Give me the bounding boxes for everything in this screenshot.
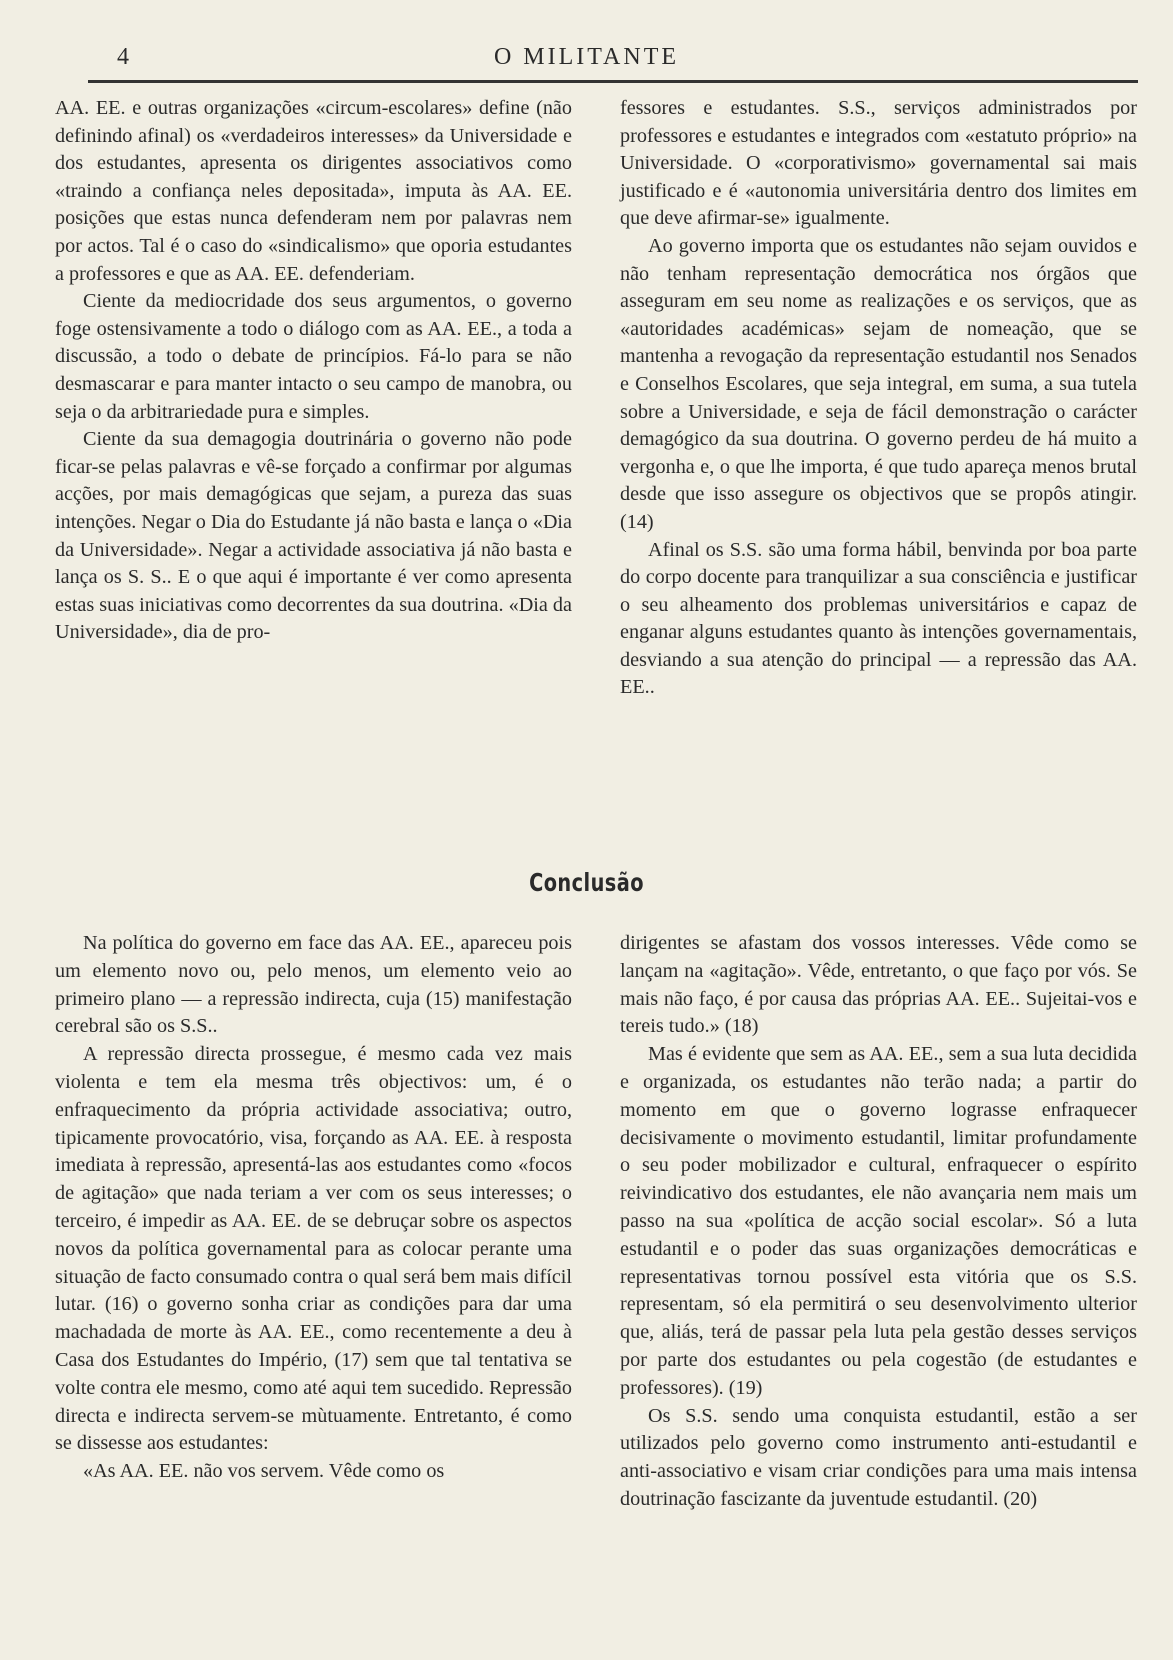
paragraph: Os S.S. sendo uma conquista estudantil, estão a ser utilizados pelo governo como instrumento anti-estudantil e anti-associativo e visam criar condições para uma mais intensa doutrinação fascizante da juventude estudantil. (20) bbox=[620, 1404, 1137, 1510]
paragraph: A repressão directa prossegue, é mesmo cada vez mais violenta e tem ela mesma três objectivos: um, é o enfraquecimento da própria actividade associativa; outro, tipicamente provocatório, visa, forçando as AA. EE. à resposta imediata à repressão, apresentá-las aos estudantes como «focos de agitação» que nada teriam a ver com os seus interesses; o terceiro, é impedir as AA. EE. de se debruçar sobre os aspectos novos da política governamental para as colocar perante uma situação de facto consumado contra o qual será bem mais difícil lutar. (16) o governo sonha criar as condições para dar uma machadada de morte às AA. EE., como recentemente a deu à Casa dos Estudantes do Império, (17) sem que tal tentativa se volte contra ele mesmo, como até aqui tem sucedido. Repressão directa e indirecta servem-se mùtuamente. Entretanto, é como se dissesse aos estudantes: bbox=[55, 1043, 572, 1455]
paragraph: Ao governo importa que os estudantes não sejam ouvidos e não tenham representação democrática nos órgãos que asseguram em seu nome as realizações e os serviços, que as «autoridades académicas» sejam de nomeação, que se mantenha a revogação da representação estudantil nos Senados e Conselhos Escolares, que seja integral, em suma, a sua tutela sobre a Universidade, e seja de fácil demonstração o carácter demagógico da sua doutrina. O governo perdeu de há muito a vergonha e, o que lhe importa, é que tudo apareça menos brutal desde que isso assegure os objectivos que se propôs atingir. (14) bbox=[620, 234, 1137, 533]
lower-left-column bbox=[55, 930, 572, 1486]
paragraph: «As AA. EE. não vos servem. Vêde como os bbox=[83, 1460, 445, 1483]
paragraph: Ciente da mediocridade dos seus argumentos, o governo foge ostensivamente a todo o diálogo com as AA. EE., a toda a discussão, a todo o debate de princípios. Fá-lo para se não desmascarar e para manter intacto o seu campo de manobra, ou seja o da arbitrariedade pura e simples. bbox=[55, 290, 572, 423]
paragraph: Ciente da sua demagogia doutrinária o governo não pode ficar-se pelas palavras e vê-se forçado a confirmar por algumas acções, por mais demagógicas que sejam, a pureza das suas intenções. Negar o Dia do Estudante já não basta e lança o «Dia da Universidade». Negar a actividade associativa já não basta e lança os S. S.. E o que aqui é importante é ver como apresenta estas suas iniciativas como decorrentes da sua doutrina. «Dia da Universidade», dia de pro- bbox=[55, 428, 572, 644]
paragraph: fessores e estudantes. S.S., serviços administrados por professores e estudantes e integrados com «estatuto próprio» na Universidade. O «corporativismo» governamental sai mais justificado e é «autonomia universitária dentro dos limites em que deve afirmar-se» igualmente. bbox=[620, 97, 1137, 230]
paragraph: Mas é evidente que sem as AA. EE., sem a sua luta decidida e organizada, os estudantes não terão nada; a partir do momento em que o governo lograsse enfraquecer decisivamente o movimento estudantil, limitar profundamente o seu poder mobilizador e cultural, enfraquecer o espírito reivindicativo dos estudantes, ele não avançaria nem mais um passo na sua «política de acção social escolar». Só a luta estudantil e o poder das suas organizações democráticas e representativas tornou possível esta vitória que os S.S. representam, só ela permitirá o seu desenvolvimento ulterior que, aliás, terá de passar pela luta pela gestão desses serviços por parte dos estudantes ou pela cogestão (de estudantes e professores). (19) bbox=[620, 1043, 1137, 1399]
page-header bbox=[0, 0, 1173, 92]
paragraph: dirigentes se afastam dos vossos interesses. Vêde como se lançam na «agitação». Vêde, entretanto, o que faço por vós. Se mais não faço, é por causa das próprias AA. EE.. Sujeitai-vos e tereis tudo.» (18) bbox=[620, 932, 1137, 1038]
running-title: O MILITANTE bbox=[493, 44, 680, 70]
header-rule bbox=[88, 80, 1138, 83]
lower-right-column bbox=[620, 930, 1137, 1514]
upper-right-column bbox=[620, 95, 1137, 702]
paragraph: Afinal os S.S. são uma forma hábil, benvinda por boa parte do corpo docente para tranquilizar a sua consciência e justificar o seu alheamento dos problemas universitários e capaz de enganar alguns estudantes quanto às intenções governamentais, desviando a sua atenção do principal — a repressão das AA. EE.. bbox=[620, 538, 1137, 699]
upper-left-column bbox=[55, 95, 572, 647]
section-heading: Conclusão bbox=[529, 868, 644, 897]
paragraph: Na política do governo em face das AA. EE., apareceu pois um elemento novo ou, pelo menos, um elemento veio ao primeiro plano — a repressão indirecta, cuja (15) manifestação cerebral são os S.S.. bbox=[55, 932, 572, 1038]
page-number: 4 bbox=[117, 44, 130, 70]
paragraph: AA. EE. e outras organizações «circum-escolares» define (não definindo afinal) os «verdadeiros interesses» da Universidade e dos estudantes, apresenta os dirigentes associativos como «traindo a confiança neles depositada», imputa às AA. EE. posições que estas nunca defenderam nem por palavras nem por actos. Tal é o caso do «sindicalismo» que oporia estudantes a professores e que as AA. EE. defenderiam. bbox=[55, 97, 572, 285]
